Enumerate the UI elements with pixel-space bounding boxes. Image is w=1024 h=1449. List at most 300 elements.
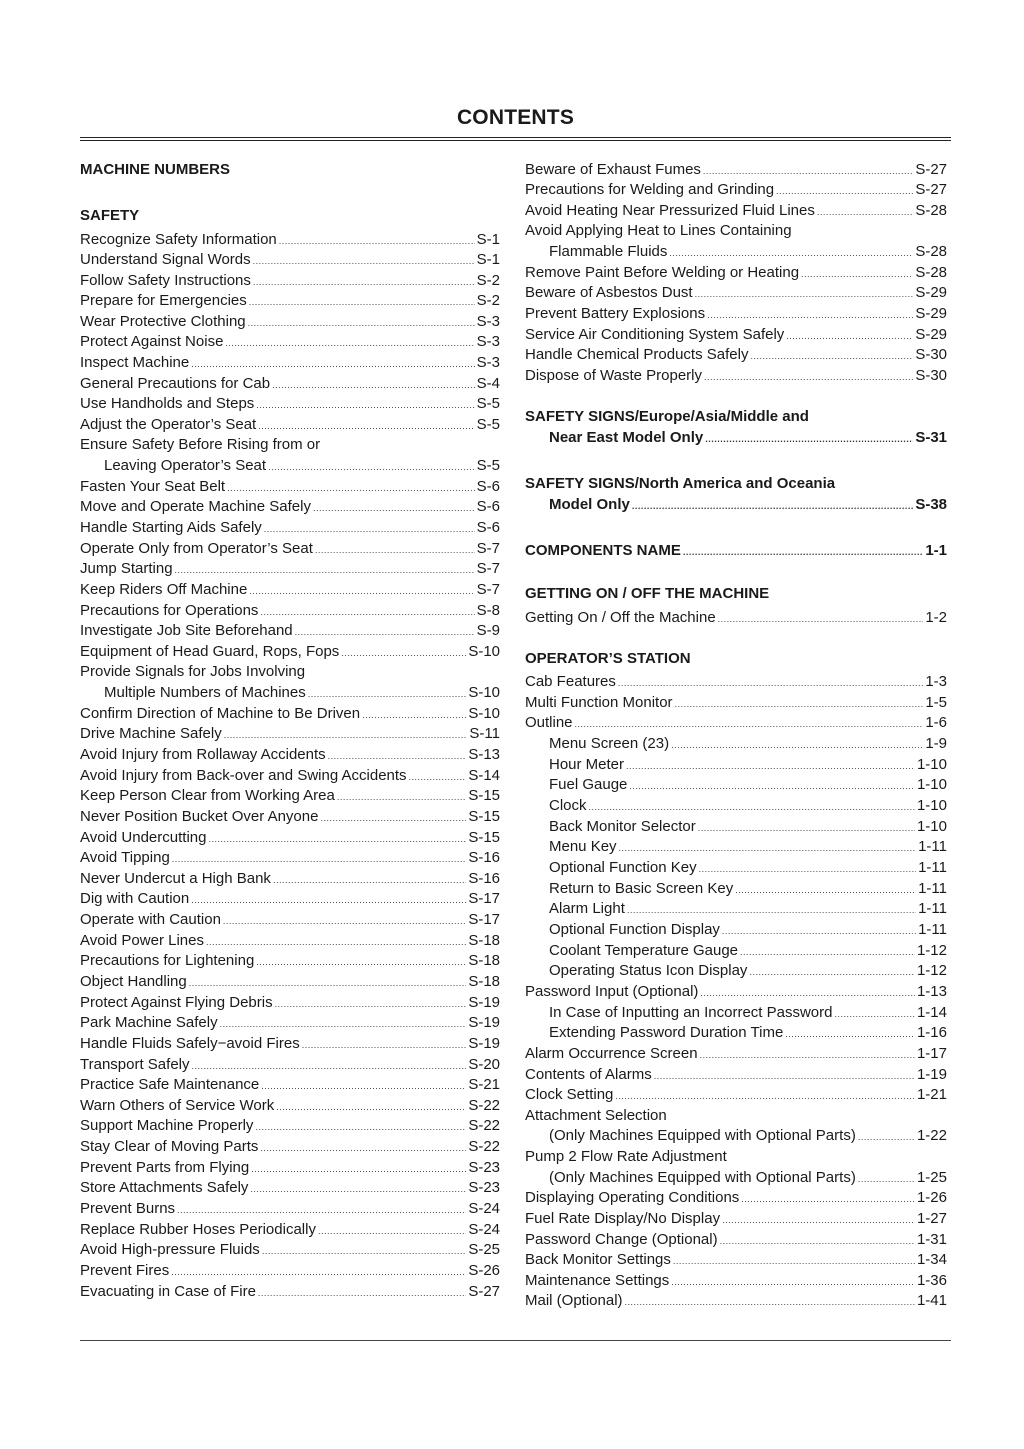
- toc-entry-title: Optional Function Key: [549, 859, 697, 876]
- toc-entry-title: Cab Features: [525, 673, 616, 690]
- toc-entry-page: S-1: [476, 251, 500, 268]
- dot-leader: [302, 1035, 467, 1055]
- toc-entry: [525, 1291, 947, 1311]
- toc-entry: [80, 1137, 500, 1157]
- dot-leader: [695, 284, 914, 304]
- toc-entry: [525, 1065, 947, 1085]
- dot-leader: [632, 496, 913, 516]
- toc-entry: [525, 345, 947, 365]
- toc-entry-title: Prepare for Emergencies: [80, 292, 247, 309]
- toc-entry-title: Password Input (Optional): [525, 983, 699, 1000]
- toc-entry-page: S-17: [468, 911, 500, 928]
- toc-entry: [80, 601, 500, 621]
- toc-entry-title: Dig with Caution: [80, 890, 190, 907]
- section-heading: [525, 474, 947, 494]
- toc-entry-title: Displaying Operating Conditions: [525, 1189, 740, 1206]
- toc-entry-page: S-26: [468, 1262, 500, 1279]
- toc-entry-page: 1-21: [916, 1086, 947, 1103]
- toc-entry-page: S-7: [476, 560, 500, 577]
- toc-entry-title: Never Undercut a High Bank: [80, 870, 271, 887]
- dot-leader: [308, 684, 467, 704]
- toc-entry: [80, 353, 500, 373]
- toc-entry-title: Mail (Optional): [525, 1292, 623, 1309]
- toc-entry-page: S-30: [915, 346, 947, 363]
- section-heading: [525, 407, 947, 427]
- toc-entry: [525, 879, 947, 899]
- toc-entry-page: 1-34: [916, 1251, 947, 1268]
- toc-entry-title: Service Air Conditioning System Safely: [525, 326, 785, 343]
- dot-leader: [629, 776, 915, 796]
- toc-entry-title: Password Change (Optional): [525, 1231, 718, 1248]
- toc-entry-title: Avoid Power Lines: [80, 932, 204, 949]
- toc-entry: [80, 477, 500, 497]
- dot-leader: [626, 756, 915, 776]
- dot-leader: [700, 983, 915, 1003]
- toc-entry-page: 1-31: [916, 1231, 947, 1248]
- toc-entry: [80, 374, 500, 394]
- toc-entry-page: S-23: [468, 1159, 500, 1176]
- dot-leader: [250, 1179, 466, 1199]
- toc-entry-title: Precautions for Operations: [80, 602, 259, 619]
- toc-entry-title: Provide Signals for Jobs Involving: [80, 663, 306, 680]
- toc-entry-page: S-17: [468, 890, 500, 907]
- toc-entry-page: S-24: [468, 1200, 500, 1217]
- dot-leader: [341, 643, 466, 663]
- toc-entry-title: Prevent Burns: [80, 1200, 176, 1217]
- toc-entry-page: S-23: [468, 1179, 500, 1196]
- toc-entry-page: S-22: [468, 1097, 500, 1114]
- toc-entry-page: S-19: [468, 1035, 500, 1052]
- toc-entry: [80, 1282, 500, 1302]
- toc-entry-title: Inspect Machine: [80, 354, 190, 371]
- toc-entry-title: Hour Meter: [549, 756, 625, 773]
- toc-entry: [525, 1085, 947, 1105]
- dot-leader: [627, 900, 916, 920]
- dot-leader: [750, 346, 913, 366]
- toc-entry-title: Precautions for Welding and Grinding: [525, 181, 775, 198]
- toc-entry-title: Near East Model Only: [549, 429, 704, 446]
- toc-entry-title: Coolant Temperature Gauge: [549, 942, 739, 959]
- toc-entry: [80, 1240, 500, 1260]
- toc-entry-page: 1-11: [918, 921, 947, 938]
- toc-entry: [80, 931, 500, 951]
- toc-entry-page: 1-41: [916, 1292, 947, 1309]
- toc-entry: [525, 713, 947, 733]
- toc-entry: [525, 304, 947, 324]
- dot-leader: [703, 161, 913, 181]
- dot-leader: [315, 540, 475, 560]
- dot-leader: [654, 1066, 915, 1086]
- toc-entry-title: Park Machine Safely: [80, 1014, 218, 1031]
- dot-leader: [673, 1251, 915, 1271]
- toc-entry-page: 1-12: [916, 962, 947, 979]
- toc-entry: [80, 766, 500, 786]
- toc-entry-page: S-6: [476, 519, 500, 536]
- toc-entry-page: S-22: [468, 1138, 500, 1155]
- toc-entry-title: Precautions for Lightening: [80, 952, 255, 969]
- toc-entry: [80, 1158, 500, 1178]
- dot-leader: [700, 1045, 915, 1065]
- toc-entry-title: Flammable Fluids: [549, 243, 668, 260]
- toc-entry-title: Fuel Rate Display/No Display: [525, 1210, 721, 1227]
- dot-leader: [189, 973, 467, 993]
- dot-leader: [224, 725, 468, 745]
- toc-entry: [80, 642, 500, 662]
- toc-entry-page: S-21: [468, 1076, 500, 1093]
- toc-entry-page: S-10: [468, 643, 500, 660]
- toc-entry-page: 1-36: [916, 1272, 947, 1289]
- dot-leader: [191, 354, 474, 374]
- dot-leader: [260, 602, 474, 622]
- toc-entry-title: Wear Protective Clothing: [80, 313, 246, 330]
- toc-entry: [525, 1188, 947, 1208]
- toc-entry-title: GETTING ON / OFF THE MACHINE: [525, 585, 770, 602]
- dot-leader: [318, 1221, 466, 1241]
- section-heading: [525, 428, 947, 448]
- toc-entry: [525, 1003, 947, 1023]
- dot-leader: [834, 1004, 914, 1024]
- toc-entry: [80, 807, 500, 827]
- toc-entry-title: Handle Starting Aids Safely: [80, 519, 262, 536]
- toc-entry: [80, 704, 500, 724]
- toc-entry-page: 1-11: [918, 900, 947, 917]
- toc-entry: [80, 415, 500, 435]
- toc-entry: [80, 456, 500, 476]
- toc-entry-title: Outline: [525, 714, 573, 731]
- dot-leader: [362, 705, 466, 725]
- footer-rule: [80, 1340, 951, 1341]
- toc-entry-title: Fuel Gauge: [549, 776, 628, 793]
- toc-entry-page: S-6: [476, 478, 500, 495]
- toc-entry-page: 1-5: [925, 694, 947, 711]
- toc-entry-title: Attachment Selection: [525, 1107, 667, 1124]
- toc-entry-page: S-15: [468, 787, 500, 804]
- toc-entry: [80, 291, 500, 311]
- toc-entry-page: S-2: [476, 272, 500, 289]
- toc-entry: [80, 951, 500, 971]
- dot-leader: [735, 880, 916, 900]
- dot-leader: [264, 519, 475, 539]
- toc-entry-page: S-5: [476, 457, 500, 474]
- toc-entry-title: Pump 2 Flow Rate Adjustment: [525, 1148, 727, 1165]
- dot-leader: [675, 694, 924, 714]
- toc-entry: [80, 394, 500, 414]
- dot-leader: [720, 1231, 915, 1251]
- toc-entry-title: (Only Machines Equipped with Optional Parts): [549, 1127, 856, 1144]
- toc-entry: [80, 1075, 500, 1095]
- toc-entry-page: 1-19: [916, 1066, 947, 1083]
- toc-entry: [80, 869, 500, 889]
- toc-entry-title: Adjust the Operator’s Seat: [80, 416, 257, 433]
- toc-entry-page: 1-2: [925, 609, 947, 626]
- section-heading: [525, 495, 947, 515]
- toc-entry-title: Remove Paint Before Welding or Heating: [525, 264, 800, 281]
- dot-leader: [208, 829, 466, 849]
- toc-entry-page: S-28: [915, 264, 947, 281]
- toc-entry: [525, 1126, 947, 1146]
- dot-leader: [172, 849, 467, 869]
- toc-entry: [525, 1250, 947, 1270]
- toc-entry: [80, 683, 500, 703]
- toc-entry: [525, 1106, 947, 1126]
- toc-entry-title: Move and Operate Machine Safely: [80, 498, 311, 515]
- toc-entry-title: Avoid Injury from Rollaway Accidents: [80, 746, 326, 763]
- dot-leader: [337, 787, 466, 807]
- toc-entry: [525, 775, 947, 795]
- toc-entry: [80, 828, 500, 848]
- dot-leader: [220, 1014, 467, 1034]
- dot-leader: [206, 932, 466, 952]
- toc-entry-title: Avoid Applying Heat to Lines Containing: [525, 222, 792, 239]
- toc-entry-title: Clock: [549, 797, 587, 814]
- toc-entry: [525, 817, 947, 837]
- toc-entry: [80, 889, 500, 909]
- dot-leader: [261, 1076, 466, 1096]
- toc-entry-title: Protect Against Flying Debris: [80, 994, 273, 1011]
- dot-leader: [669, 243, 913, 263]
- dot-leader: [248, 313, 475, 333]
- toc-entry: [525, 899, 947, 919]
- toc-entry-page: S-14: [468, 767, 500, 784]
- toc-entry-page: S-28: [915, 243, 947, 260]
- toc-entry-title: Prevent Battery Explosions: [525, 305, 706, 322]
- dot-leader: [171, 1262, 466, 1282]
- toc-entry: [525, 1044, 947, 1064]
- toc-entry: [80, 435, 500, 455]
- toc-entry-title: Ensure Safety Before Rising from or: [80, 436, 321, 453]
- toc-entry-page: S-29: [915, 284, 947, 301]
- toc-entry: [80, 1013, 500, 1033]
- toc-entry-title: Evacuating in Case of Fire: [80, 1283, 256, 1300]
- dot-leader: [253, 272, 475, 292]
- toc-entry-page: 1-3: [925, 673, 947, 690]
- toc-entry-page: S-15: [468, 829, 500, 846]
- toc-entry-title: Avoid Undercutting: [80, 829, 207, 846]
- toc-entry: [525, 1023, 947, 1043]
- toc-entry-page: S-29: [915, 326, 947, 343]
- toc-entry-page: S-18: [468, 932, 500, 949]
- toc-entry-title: SAFETY SIGNS/North America and Oceania: [525, 475, 836, 492]
- dot-leader: [589, 797, 915, 817]
- toc-entry-title: Keep Riders Off Machine: [80, 581, 248, 598]
- toc-entry-page: S-18: [468, 973, 500, 990]
- dot-leader: [409, 767, 467, 787]
- toc-entry-page: S-29: [915, 305, 947, 322]
- toc-entry-page: S-10: [468, 684, 500, 701]
- toc-entry-title: Fasten Your Seat Belt: [80, 478, 226, 495]
- toc-entry: [525, 201, 947, 221]
- toc-entry-title: Understand Signal Words: [80, 251, 251, 268]
- dot-leader: [258, 416, 474, 436]
- dot-leader: [192, 1056, 467, 1076]
- toc-entry-page: S-19: [468, 1014, 500, 1031]
- toc-entry-page: S-3: [476, 354, 500, 371]
- toc-entry: [525, 858, 947, 878]
- toc-entry-title: Alarm Occurrence Screen: [525, 1045, 698, 1062]
- toc-entry-title: Beware of Asbestos Dust: [525, 284, 693, 301]
- toc-entry-page: S-22: [468, 1117, 500, 1134]
- toc-entry: [80, 621, 500, 641]
- dot-leader: [225, 333, 474, 353]
- dot-leader: [313, 498, 475, 518]
- dot-leader: [615, 1086, 915, 1106]
- toc-entry-page: S-20: [468, 1056, 500, 1073]
- toc-entry-title: Avoid Tipping: [80, 849, 170, 866]
- toc-entry-page: S-30: [915, 367, 947, 384]
- dot-leader: [749, 962, 915, 982]
- toc-entry: [525, 1230, 947, 1250]
- toc-entry-title: Model Only: [549, 496, 630, 513]
- toc-entry-page: 1-9: [925, 735, 947, 752]
- toc-entry-page: 1-11: [918, 838, 947, 855]
- toc-entry-page: 1-14: [916, 1004, 947, 1021]
- toc-entry-page: 1-6: [925, 714, 947, 731]
- toc-entry: [525, 1147, 947, 1167]
- dot-leader: [786, 326, 913, 346]
- dot-leader: [273, 870, 466, 890]
- toc-entry-title: Handle Chemical Products Safely: [525, 346, 749, 363]
- toc-entry: [80, 1096, 500, 1116]
- toc-entry-title: Replace Rubber Hoses Periodically: [80, 1221, 316, 1238]
- toc-entry-page: S-7: [476, 581, 500, 598]
- toc-entry: [80, 580, 500, 600]
- toc-entry-page: 1-11: [918, 859, 947, 876]
- toc-entry-page: S-7: [476, 540, 500, 557]
- dot-leader: [191, 890, 466, 910]
- dot-leader: [817, 202, 913, 222]
- toc-entry-title: In Case of Inputting an Incorrect Password: [549, 1004, 833, 1021]
- toc-entry-title: Beware of Exhaust Fumes: [525, 161, 701, 178]
- toc-entry-title: Menu Screen (23): [549, 735, 670, 752]
- dot-leader: [741, 1189, 915, 1209]
- toc-entry: [80, 1199, 500, 1219]
- toc-entry-page: 1-13: [916, 983, 947, 1000]
- toc-entry-title: Drive Machine Safely: [80, 725, 222, 742]
- toc-entry-page: S-28: [915, 202, 947, 219]
- section-heading: [525, 649, 947, 669]
- toc-entry-page: S-6: [476, 498, 500, 515]
- toc-entry-page: 1-25: [916, 1169, 947, 1186]
- toc-entry-title: Extending Password Duration Time: [549, 1024, 784, 1041]
- toc-entry: [80, 271, 500, 291]
- toc-entry-title: Menu Key: [549, 838, 617, 855]
- dot-leader: [699, 859, 916, 879]
- toc-entry-page: S-19: [468, 994, 500, 1011]
- toc-entry-title: General Precautions for Cab: [80, 375, 271, 392]
- toc-entry-title: Jump Starting: [80, 560, 173, 577]
- toc-entry-title: Back Monitor Selector: [549, 818, 696, 835]
- dot-leader: [776, 181, 913, 201]
- toc-entry-title: Use Handholds and Steps: [80, 395, 255, 412]
- dot-leader: [625, 1292, 915, 1312]
- toc-entry-title: Leaving Operator’s Seat: [104, 457, 267, 474]
- section-heading: [525, 584, 947, 604]
- toc-entry: [80, 724, 500, 744]
- toc-entry-title: Handle Fluids Safely−avoid Fires: [80, 1035, 300, 1052]
- toc-entry-title: Practice Safe Maintenance: [80, 1076, 260, 1093]
- toc-entry-page: S-38: [915, 496, 947, 513]
- toc-entry: [80, 518, 500, 538]
- dot-leader: [249, 292, 475, 312]
- dot-leader: [785, 1024, 915, 1044]
- toc-entry-page: S-3: [476, 333, 500, 350]
- toc-entry-title: Confirm Direction of Machine to Be Driven: [80, 705, 361, 722]
- toc-entry-title: Prevent Fires: [80, 1262, 170, 1279]
- toc-entry-title: Never Position Bucket Over Anyone: [80, 808, 319, 825]
- toc-entry-page: 1-22: [916, 1127, 947, 1144]
- toc-entry-title: Avoid High-pressure Fluids: [80, 1241, 260, 1258]
- dot-leader: [175, 560, 475, 580]
- toc-entry-title: SAFETY SIGNS/Europe/Asia/Middle and: [525, 408, 809, 425]
- toc-entry: [80, 1220, 500, 1240]
- toc-entry: [525, 1168, 947, 1188]
- toc-entry: [525, 1271, 947, 1291]
- toc-entry: [525, 941, 947, 961]
- toc-entry-title: Follow Safety Instructions: [80, 272, 251, 289]
- toc-entry: [525, 920, 947, 940]
- dot-leader: [320, 808, 466, 828]
- toc-entry-page: S-8: [476, 602, 500, 619]
- toc-entry-page: 1-27: [916, 1210, 947, 1227]
- dot-leader: [718, 609, 924, 629]
- toc-entry: [525, 1209, 947, 1229]
- toc-entry-page: 1-10: [916, 756, 947, 773]
- section-heading: [80, 160, 500, 180]
- toc-entry-page: S-11: [469, 725, 500, 742]
- toc-entry: [80, 993, 500, 1013]
- dot-leader: [858, 1169, 915, 1189]
- dot-leader: [251, 1159, 466, 1179]
- toc-entry-page: 1-10: [916, 776, 947, 793]
- toc-entry-title: Keep Person Clear from Working Area: [80, 787, 335, 804]
- dot-leader: [671, 1272, 915, 1292]
- toc-entry: [80, 539, 500, 559]
- toc-entry-title: Operate with Caution: [80, 911, 221, 928]
- toc-entry-title: Object Handling: [80, 973, 187, 990]
- dot-leader: [276, 1097, 466, 1117]
- dot-leader: [272, 375, 475, 395]
- title-double-rule: [80, 137, 951, 141]
- toc-entry-title: Contents of Alarms: [525, 1066, 652, 1083]
- dot-leader: [619, 838, 917, 858]
- dot-leader: [707, 305, 913, 325]
- toc-entry-title: Operating Status Icon Display: [549, 962, 748, 979]
- dot-leader: [801, 264, 913, 284]
- toc-entry: [80, 1261, 500, 1281]
- toc-entry-title: Equipment of Head Guard, Rops, Fops: [80, 643, 340, 660]
- dot-leader: [328, 746, 467, 766]
- toc-entry-title: Back Monitor Settings: [525, 1251, 671, 1268]
- dot-leader: [177, 1200, 466, 1220]
- toc-entry: [80, 662, 500, 682]
- toc-entry-page: S-3: [476, 313, 500, 330]
- section-heading: [80, 206, 500, 226]
- toc-entry: [80, 1116, 500, 1136]
- toc-entry-page: 1-10: [916, 797, 947, 814]
- toc-entry-title: MACHINE NUMBERS: [80, 161, 230, 178]
- toc-entry-title: Avoid Injury from Back-over and Swing Accidents: [80, 767, 407, 784]
- toc-entry: [80, 559, 500, 579]
- toc-entry: [525, 160, 947, 180]
- toc-entry-title: SAFETY: [80, 207, 140, 224]
- toc-entry-title: Multi Function Monitor: [525, 694, 673, 711]
- toc-entry-page: S-5: [476, 395, 500, 412]
- toc-entry-page: 1-10: [916, 818, 947, 835]
- dot-leader: [258, 1283, 466, 1303]
- toc-entry-title: OPERATOR’S STATION: [525, 650, 691, 667]
- toc-entry: [80, 312, 500, 332]
- toc-entry-page: S-2: [476, 292, 500, 309]
